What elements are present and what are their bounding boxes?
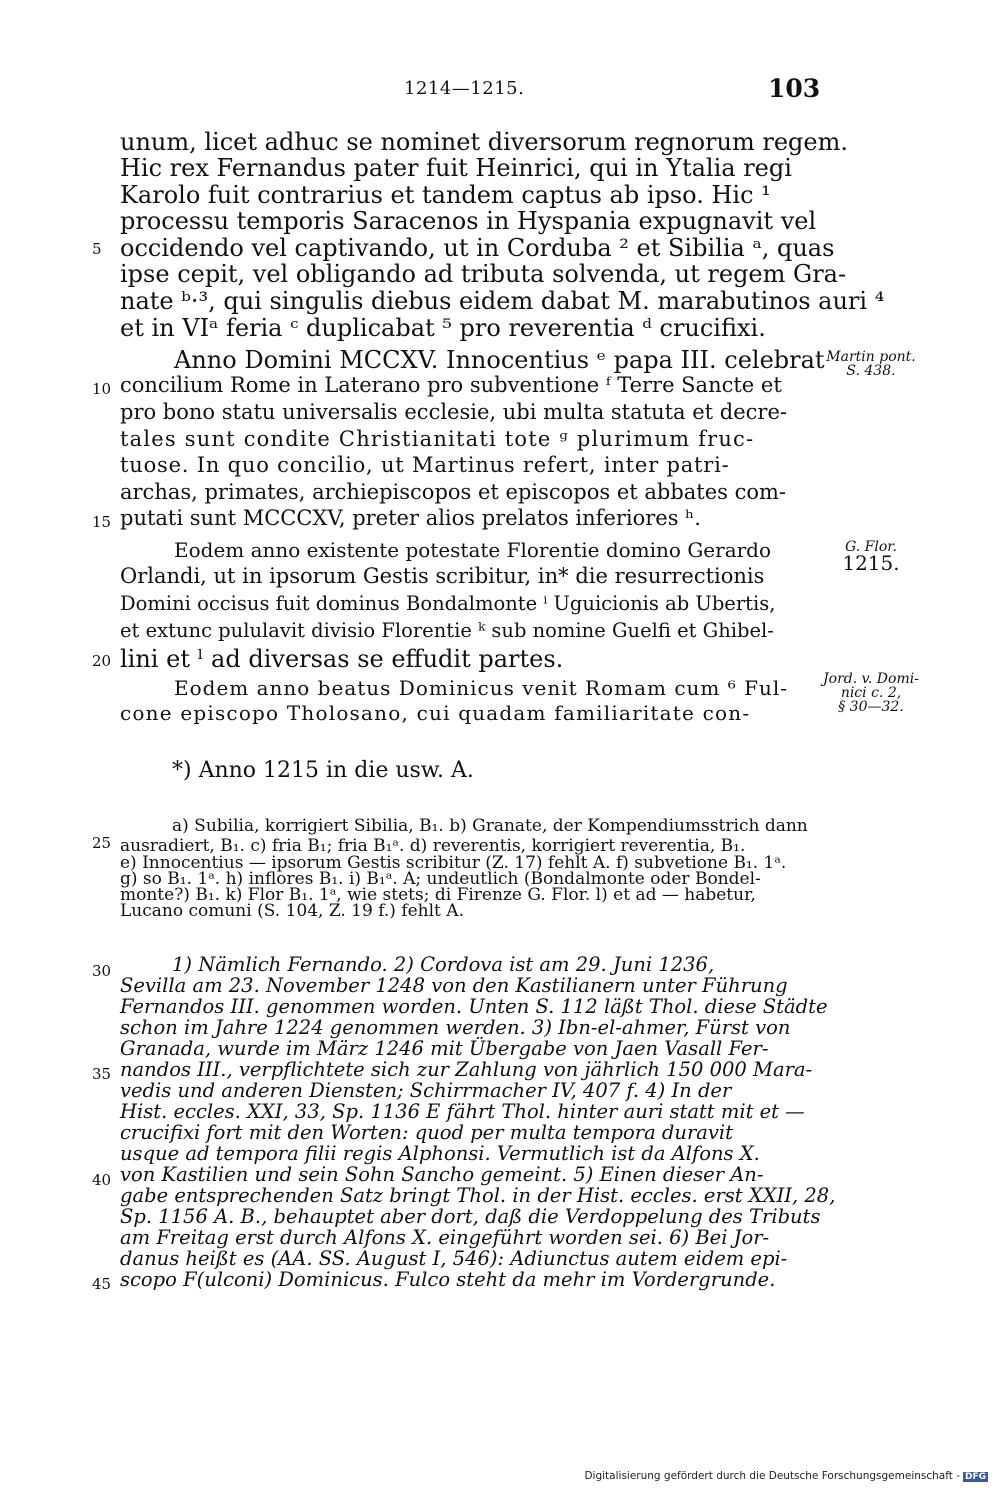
main-text-line: Eodem anno existente potestate Florentie domino Gerardo xyxy=(174,538,772,562)
main-text-line: et in VIᵃ feria ᶜ duplicabat ⁵ pro reverentia ᵈ crucifixi. xyxy=(120,314,766,342)
main-text-line: occidendo vel captivando, ut in Corduba ² et Sibilia ᵃ, quas xyxy=(120,234,835,262)
main-text-line: tuose. In quo concilio, ut Martinus refert, inter patri- xyxy=(120,453,730,477)
line-number: 40 xyxy=(92,1171,112,1189)
main-text-line: concilium Rome in Laterano pro subventione ᶠ Terre Sancte et xyxy=(120,373,782,397)
main-text-line: processu temporis Saracenos in Hyspania expugnavit vel xyxy=(120,207,817,235)
apparatus-line: g) so B₁. 1ᵃ. h) inflores B₁. i) B₁ᵃ. A; undeutlich (Bondalmonte oder Bondel- xyxy=(120,869,761,889)
margin-reference-line: nici c. 2, xyxy=(840,685,902,701)
line-number: 15 xyxy=(92,513,112,531)
line-number: 45 xyxy=(92,1275,112,1293)
footnote-line: am Freitag erst durch Alfons X. eingeführt worden sei. 6) Bei Jor- xyxy=(120,1226,770,1249)
footer-text: Digitalisierung gefördert durch die Deutsche Forschungsgemeinschaft - xyxy=(584,1470,960,1482)
main-text-line: unum, licet adhuc se nominet diversorum regnorum regem. xyxy=(120,128,848,156)
margin-reference-line: § 30—32. xyxy=(838,699,904,715)
margin-reference-line: G. Flor. xyxy=(845,539,897,555)
running-head: 1214—1215. xyxy=(404,78,525,99)
footnote-line: usque ad tempora filii regis Alphonsi. Vermutlich ist da Alfons X. xyxy=(120,1142,760,1165)
footnote-line: Granada, wurde im März 1246 mit Übergabe von Jaen Vasall Fer- xyxy=(120,1037,769,1060)
main-text-line: Karolo fuit contrarius et tandem captus ab ipso. Hic ¹ xyxy=(120,181,771,209)
line-number: 20 xyxy=(92,652,112,670)
main-text-line: archas, primates, archiepiscopos et episcopos et abbates com- xyxy=(120,480,787,504)
footnote-line: scopo F(ulconi) Dominicus. Fulco steht da mehr im Vordergrunde. xyxy=(120,1268,776,1291)
margin-reference-jordanus xyxy=(810,672,932,714)
main-text-line: tales sunt condite Christianitati tote ᵍ plurimum fruc- xyxy=(120,427,755,451)
digitization-footer xyxy=(584,1470,988,1482)
footnote-line: vedis und anderen Diensten; Schirrmacher IV, 407 f. 4) In der xyxy=(120,1079,732,1102)
line-number: 35 xyxy=(92,1065,112,1083)
margin-reference-gflor xyxy=(810,539,932,575)
apparatus-line: ausradiert, B₁. c) fria B₁; fria B₁ᵃ. d) reverentis, korrigiert reverentia, B₁. xyxy=(120,836,746,856)
footnote-line: Fernandos III. genommen worden. Unten S. 112 läßt Thol. diese Städte xyxy=(120,995,828,1018)
main-text-line: putati sunt MCCCXV, preter alios prelatos inferiores ʰ. xyxy=(120,506,701,530)
asterisk-note: *) Anno 1215 in die usw. A. xyxy=(172,758,474,783)
footnote-line: Hist. eccles. XXI, 33, Sp. 1136 E fährt Thol. hinter auri statt mit et — xyxy=(120,1100,805,1123)
margin-reference-martin xyxy=(810,350,932,378)
main-text-line: et extunc pululavit divisio Florentie ᵏ sub nomine Guelfi et Ghibel- xyxy=(120,619,774,642)
footnote-line: gabe entsprechenden Satz bringt Thol. in der Hist. eccles. erst XXII, 28, xyxy=(120,1184,836,1207)
dfg-logo: DFG xyxy=(964,1472,986,1482)
margin-reference-line: Martin pont. xyxy=(826,349,916,365)
main-text-line: Eodem anno beatus Dominicus venit Romam cum ⁶ Ful- xyxy=(174,676,789,700)
margin-reference-line: 1215. xyxy=(842,551,900,575)
main-text-line: pro bono statu universalis ecclesie, ubi multa statuta et decre- xyxy=(120,400,787,424)
main-text-line: Hic rex Fernandus pater fuit Heinrici, qui in Ytalia regi xyxy=(120,154,792,182)
line-number: 25 xyxy=(92,834,112,852)
main-text-line: Orlandi, ut in ipsorum Gestis scribitur, in* die resurrectionis xyxy=(120,564,765,588)
line-number: 10 xyxy=(92,380,112,398)
main-text-line: ipse cepit, vel obligando ad tributa solvenda, ut regem Gra- xyxy=(120,260,847,288)
apparatus-line: monte?) B₁. k) Flor B₁. 1ᵃ, wie stets; di Firenze G. Flor. l) et ad — habetur, xyxy=(120,885,756,905)
line-number: 5 xyxy=(92,240,102,258)
line-number: 30 xyxy=(92,962,112,980)
footnote-line: schon im Jahre 1224 genommen werden. 3) Ibn-el-ahmer, Fürst von xyxy=(120,1016,791,1039)
footnote-line: Sp. 1156 A. B., behauptet aber dort, daß die Verdoppelung des Tributs xyxy=(120,1205,821,1228)
margin-reference-line: S. 438. xyxy=(846,363,896,379)
main-text-line: lini et ˡ ad diversas se effudit partes. xyxy=(120,645,564,673)
footnote-line: 1) Nämlich Fernando. 2) Cordova ist am 29. Juni 1236, xyxy=(172,953,715,976)
main-text-line: cone episcopo Tholosano, cui quadam familiaritate con- xyxy=(120,701,751,725)
footnote-line: nandos III., verpflichtete sich zur Zahlung von jährlich 150 000 Mara- xyxy=(120,1058,813,1081)
page-header xyxy=(0,74,1000,108)
footnote-line: crucifixi fort mit den Worten: quod per multa tempora duravit xyxy=(120,1121,734,1144)
page-number: 103 xyxy=(768,74,821,103)
footnote-line: danus heißt es (AA. SS. August I, 546): Adiunctus autem eidem epi- xyxy=(120,1247,788,1270)
apparatus-line: e) Innocentius — ipsorum Gestis scribitur (Z. 17) fehlt A. f) subvetione B₁. 1ᵃ. xyxy=(120,853,787,873)
margin-reference-line: Jord. v. Domi- xyxy=(823,671,919,687)
main-text-line: nate ᵇ·³, qui singulis diebus eidem dabat M. marabutinos auri ⁴ xyxy=(120,287,885,315)
apparatus-line: a) Subilia, korrigiert Sibilia, B₁. b) Granate, der Kompendiumsstrich dann xyxy=(172,816,808,836)
footnote-line: Sevilla am 23. November 1248 von den Kastilianern unter Führung xyxy=(120,974,788,997)
main-text-line: Anno Domini MCCXV. Innocentius ᵉ papa III. celebrat xyxy=(174,346,825,374)
apparatus-line: Lucano comuni (S. 104, Z. 19 f.) fehlt A. xyxy=(120,901,464,921)
footnote-line: von Kastilien und sein Sohn Sancho gemeint. 5) Einen dieser An- xyxy=(120,1163,764,1186)
main-text-line: Domini occisus fuit dominus Bondalmonte ⁱ Uguicionis ab Ubertis, xyxy=(120,592,776,615)
